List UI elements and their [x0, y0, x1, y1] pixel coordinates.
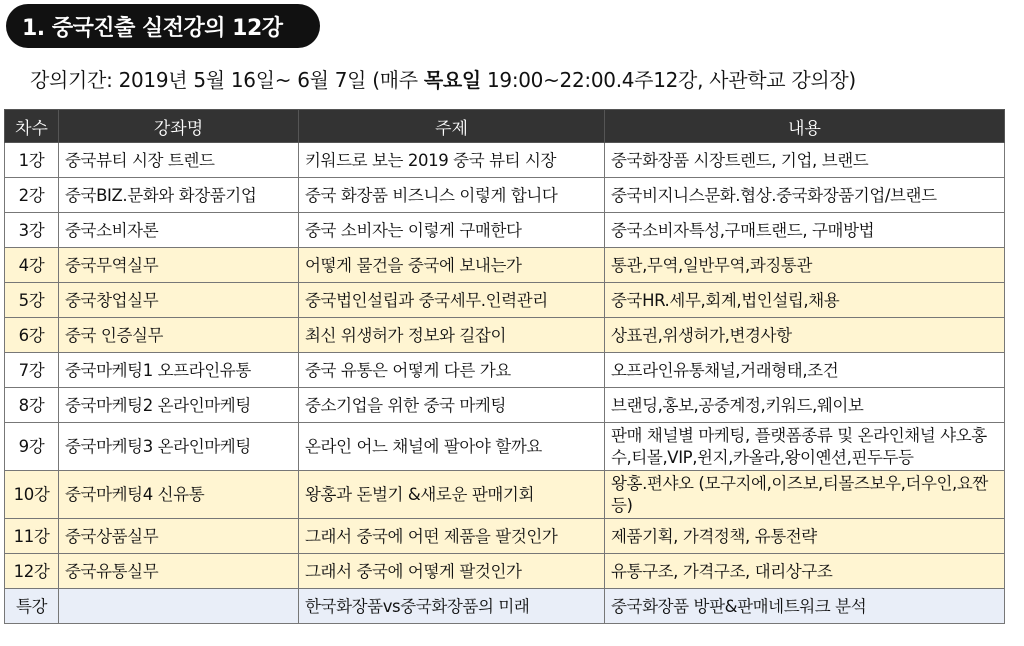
table-row — [5, 248, 1005, 283]
content-cell: 통관,무역,일반무역,콰징통관 — [605, 248, 1005, 283]
content-cell: 판매 채널별 마케팅, 플랫폼종류 및 온라인채널 샤오홍수,티몰,VIP,윈지,카올라,왕이옌션,핀두두등 — [605, 423, 1005, 471]
content-cell: 중국비지니스문화.협상.중국화장품기업/브랜드 — [605, 178, 1005, 213]
topic-cell: 키워드로 보는 2019 중국 뷰티 시장 — [299, 143, 605, 178]
content-cell: 왕홍.편샤오 (모구지에,이즈보,티몰즈보우,더우인,요짠등) — [605, 471, 1005, 519]
course-cell: 중국무역실무 — [59, 248, 299, 283]
content-cell: 중국HR.세무,회계,법인설립,채용 — [605, 283, 1005, 318]
topic-cell: 온라인 어느 채널에 팔아야 할까요 — [299, 423, 605, 471]
table-row — [5, 143, 1005, 178]
table-row — [5, 423, 1005, 471]
content-cell: 제품기획, 가격정책, 유통전략 — [605, 519, 1005, 554]
course-cell: 중국상품실무 — [59, 519, 299, 554]
content-cell: 중국소비자특성,구매트랜드, 구매방법 — [605, 213, 1005, 248]
curriculum-table — [4, 109, 1005, 624]
content-cell: 중국화장품 시장트렌드, 기업, 브랜드 — [605, 143, 1005, 178]
session-cell: 3강 — [5, 213, 59, 248]
session-cell: 10강 — [5, 471, 59, 519]
course-cell: 중국창업실무 — [59, 283, 299, 318]
course-cell: 중국마케팅4 신유통 — [59, 471, 299, 519]
topic-cell: 중국 소비자는 이렇게 구매한다 — [299, 213, 605, 248]
table-row — [5, 554, 1005, 589]
header-course: 강좌명 — [59, 110, 299, 143]
table-row — [5, 519, 1005, 554]
session-cell: 8강 — [5, 388, 59, 423]
period-day: 목요일 — [423, 68, 481, 92]
content-cell: 브랜딩,홍보,공중계정,키워드,웨이보 — [605, 388, 1005, 423]
course-cell: 중국마케팅2 온라인마케팅 — [59, 388, 299, 423]
content-cell: 중국화장품 방판&판매네트워크 분석 — [605, 589, 1005, 624]
course-cell: 중국마케팅3 온라인마케팅 — [59, 423, 299, 471]
course-cell: 중국BIZ.문화와 화장품기업 — [59, 178, 299, 213]
topic-cell: 최신 위생허가 정보와 길잡이 — [299, 318, 605, 353]
table-row — [5, 471, 1005, 519]
session-cell: 11강 — [5, 519, 59, 554]
topic-cell: 중국 화장품 비즈니스 이렇게 합니다 — [299, 178, 605, 213]
session-cell: 6강 — [5, 318, 59, 353]
course-cell: 중국소비자론 — [59, 213, 299, 248]
topic-cell: 그래서 중국에 어떤 제품을 팔것인가 — [299, 519, 605, 554]
session-cell: 2강 — [5, 178, 59, 213]
topic-cell: 한국화장품vs중국화장품의 미래 — [299, 589, 605, 624]
table-row — [5, 178, 1005, 213]
topic-cell: 중국 유통은 어떻게 다른 가요 — [299, 353, 605, 388]
session-cell: 4강 — [5, 248, 59, 283]
header-session: 차수 — [5, 110, 59, 143]
table-header-row — [5, 110, 1005, 143]
course-cell: 중국마케팅1 오프라인유통 — [59, 353, 299, 388]
table-row — [5, 589, 1005, 624]
lecture-period — [30, 64, 856, 93]
header-topic: 주제 — [299, 110, 605, 143]
header-content: 내용 — [605, 110, 1005, 143]
table-row — [5, 388, 1005, 423]
table-row — [5, 283, 1005, 318]
course-cell: 중국 인증실무 — [59, 318, 299, 353]
period-prefix: 강의기간: 2019년 5월 16일~ 6월 7일 (매주 — [30, 68, 424, 92]
session-cell: 5강 — [5, 283, 59, 318]
table-body — [5, 143, 1005, 624]
content-cell: 유통구조, 가격구조, 대리상구조 — [605, 554, 1005, 589]
session-cell: 특강 — [5, 589, 59, 624]
table-row — [5, 318, 1005, 353]
session-cell: 7강 — [5, 353, 59, 388]
session-cell: 1강 — [5, 143, 59, 178]
session-cell: 12강 — [5, 554, 59, 589]
session-cell: 9강 — [5, 423, 59, 471]
topic-cell: 중국법인설립과 중국세무.인력관리 — [299, 283, 605, 318]
topic-cell: 왕홍과 돈벌기 &새로운 판매기회 — [299, 471, 605, 519]
content-cell: 상표권,위생허가,변경사항 — [605, 318, 1005, 353]
table-row — [5, 353, 1005, 388]
period-suffix: 19:00~22:00.4주12강, 사관학교 강의장) — [480, 68, 856, 92]
table-row — [5, 213, 1005, 248]
topic-cell: 중소기업을 위한 중국 마케팅 — [299, 388, 605, 423]
course-cell: 중국뷰티 시장 트렌드 — [59, 143, 299, 178]
content-cell: 오프라인유통채널,거래형태,조건 — [605, 353, 1005, 388]
topic-cell: 어떻게 물건을 중국에 보내는가 — [299, 248, 605, 283]
section-title — [6, 4, 320, 48]
section-title-text: 1. 중국진출 실전강의 12강 — [22, 15, 283, 41]
course-cell: 중국유통실무 — [59, 554, 299, 589]
topic-cell: 그래서 중국에 어떻게 팔것인가 — [299, 554, 605, 589]
course-cell — [59, 589, 299, 624]
